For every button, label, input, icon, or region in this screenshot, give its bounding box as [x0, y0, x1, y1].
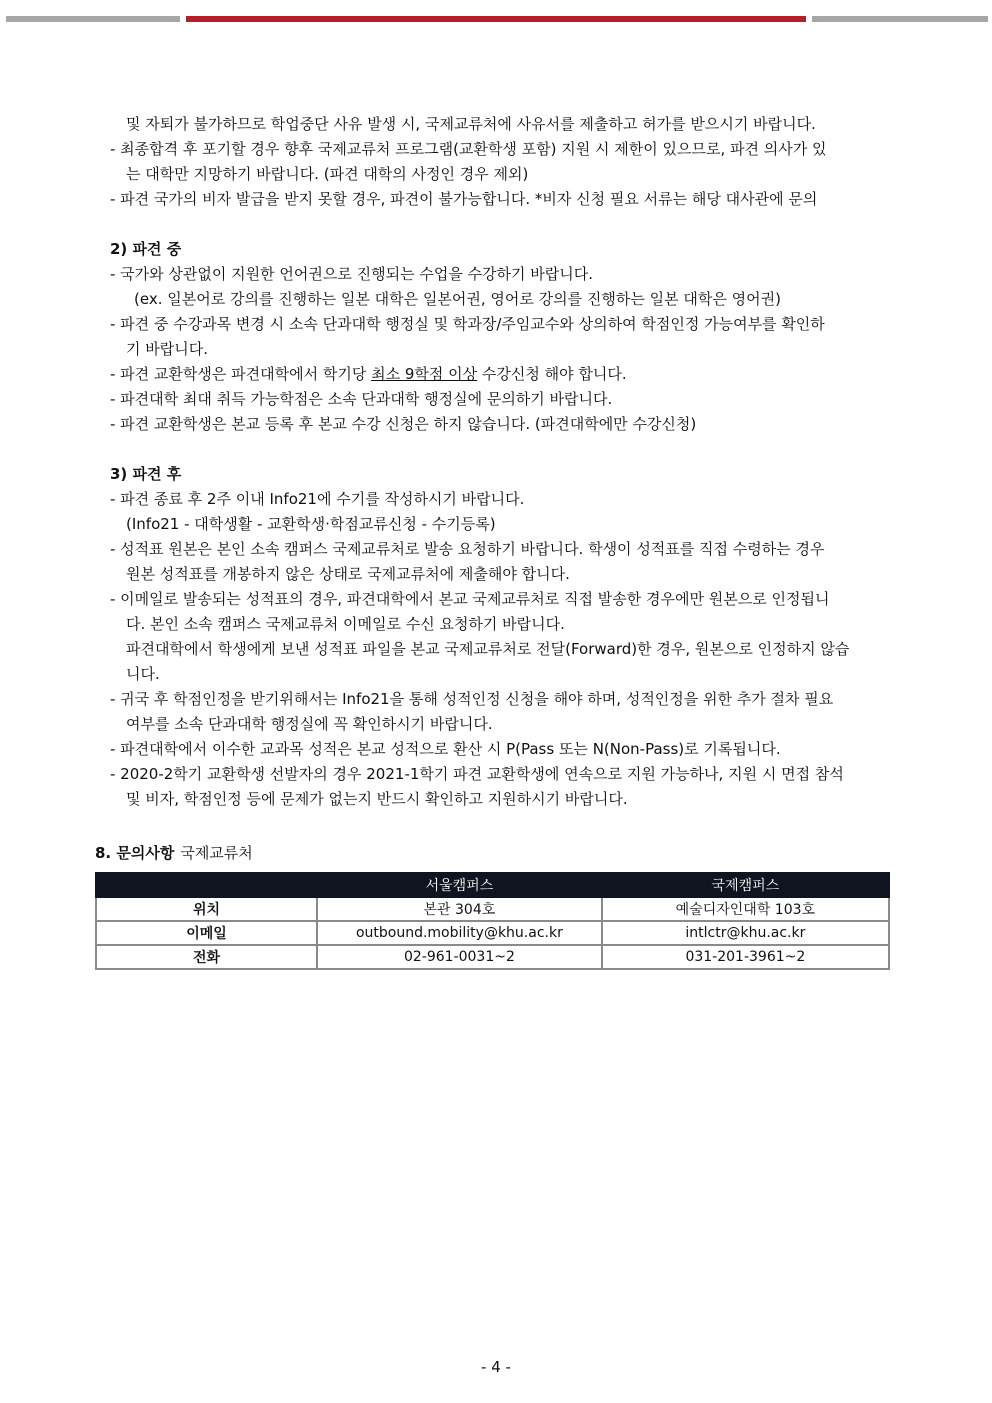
contact-section-title: [95, 840, 253, 866]
bullet-item: - 파견 교환학생은 본교 등록 후 본교 수강 신청은 하지 않습니다. (파견대학에만 수강신청): [110, 415, 697, 433]
document-body: [110, 112, 900, 812]
text-line: 여부를 소속 단과대학 행정실에 꼭 확인하시기 바랍니다.: [126, 715, 493, 733]
bullet-item: - 최종합격 후 포기할 경우 향후 국제교류처 프로그램(교환학생 포함) 지원 시 제한이 있으므로, 파견 의사가 있: [110, 140, 827, 158]
section-heading-during: 2) 파견 중: [110, 240, 182, 258]
page-number: - 4 -: [481, 1358, 511, 1376]
text-line: 니다.: [126, 665, 160, 683]
bullet-item: - 국가와 상관없이 지원한 언어권으로 진행되는 수업을 수강하기 바랍니다.: [110, 265, 594, 283]
cell-seoul: 본관 304호: [317, 897, 602, 921]
bullet-item: - 2020-2학기 교환학생 선발자의 경우 2021-1학기 파견 교환학생에 연속으로 지원 가능하나, 지원 시 면접 참석: [110, 765, 844, 783]
bullet-item: [110, 362, 900, 387]
cell-seoul-email[interactable]: outbound.mobility@khu.ac.kr: [317, 921, 602, 945]
text-line: 및 자퇴가 불가하므로 학업중단 사유 발생 시, 국제교류처에 사유서를 제출하고 허가를 받으시기 바랍니다.: [126, 115, 816, 133]
bullet-item: - 파견 중 수강과목 변경 시 소속 단과대학 행정실 및 학과장/주임교수와 상의하여 학점인정 가능여부를 확인하: [110, 315, 825, 333]
underlined-credits: 최소 9학점 이상: [371, 365, 478, 383]
bullet-item: - 파견 국가의 비자 발급을 받지 못할 경우, 파견이 불가능합니다. *비자 신청 필요 서류는 해당 대사관에 문의: [110, 190, 818, 208]
table-row: [96, 921, 889, 945]
contact-office: 국제교류처: [180, 844, 253, 862]
text-line: 다. 본인 소속 캠퍼스 국제교류처 이메일로 수신 요청하기 바랍니다.: [126, 615, 565, 633]
text-line: 및 비자, 학점인정 등에 문제가 없는지 반드시 확인하고 지원하시기 바랍니다.: [126, 790, 628, 808]
bullet-item: - 귀국 후 학점인정을 받기위해서는 Info21을 통해 성적인정 신청을 해야 하며, 성적인정을 위한 추가 절차 필요: [110, 690, 834, 708]
text-line: (ex. 일본어로 강의를 진행하는 일본 대학은 일본어권, 영어로 강의를 진행하는 일본 대학은 영어권): [134, 290, 781, 308]
row-label: 위치: [96, 897, 317, 921]
cell-global-email[interactable]: intlctr@khu.ac.kr: [602, 921, 889, 945]
text-line: 파견대학에서 학생에게 보낸 성적표 파일을 본교 국제교류처로 전달(Forward)한 경우, 원본으로 인정하지 않습: [126, 640, 850, 658]
text-line: (Info21 - 대학생활 - 교환학생·학점교류신청 - 수기등록): [126, 515, 496, 533]
text-line: 원본 성적표를 개봉하지 않은 상태로 국제교류처에 제출해야 합니다.: [126, 565, 570, 583]
header-cell: [96, 873, 317, 897]
bullet-item: - 이메일로 발송되는 성적표의 경우, 파견대학에서 본교 국제교류처로 직접 발송한 경우에만 원본으로 인정됩니: [110, 590, 830, 608]
contact-table: [95, 872, 890, 970]
header-cell-global: 국제캠퍼스: [602, 873, 889, 897]
table-row: [96, 945, 889, 969]
cell-seoul: 02-961-0031~2: [317, 945, 602, 969]
table-row: [96, 897, 889, 921]
text-line: 는 대학만 지망하기 바랍니다. (파견 대학의 사정인 경우 제외): [126, 165, 529, 183]
bullet-item: - 파견대학에서 이수한 교과목 성적은 본교 성적으로 환산 시 P(Pass 또는 N(Non-Pass)로 기록됩니다.: [110, 740, 781, 758]
row-label: 전화: [96, 945, 317, 969]
header-bar-right: [812, 16, 988, 22]
cell-global: 031-201-3961~2: [602, 945, 889, 969]
section-number: 8. 문의사항: [95, 844, 175, 862]
text-span: 수강신청 해야 합니다.: [477, 365, 627, 383]
table-header-row: [96, 873, 889, 897]
row-label: 이메일: [96, 921, 317, 945]
header-bar-center: [186, 16, 806, 22]
cell-global: 예술디자인대학 103호: [602, 897, 889, 921]
text-line: 기 바랍니다.: [126, 340, 208, 358]
bullet-item: - 성적표 원본은 본인 소속 캠퍼스 국제교류처로 발송 요청하기 바랍니다. 학생이 성적표를 직접 수령하는 경우: [110, 540, 825, 558]
header-cell-seoul: 서울캠퍼스: [317, 873, 602, 897]
header-bar-left: [6, 16, 180, 22]
bullet-item: - 파견대학 최대 취득 가능학점은 소속 단과대학 행정실에 문의하기 바랍니다.: [110, 390, 613, 408]
bullet-item: - 파견 종료 후 2주 이내 Info21에 수기를 작성하시기 바랍니다.: [110, 490, 525, 508]
section-heading-after: 3) 파견 후: [110, 465, 182, 483]
text-span: - 파견 교환학생은 파견대학에서 학기당: [110, 365, 372, 383]
